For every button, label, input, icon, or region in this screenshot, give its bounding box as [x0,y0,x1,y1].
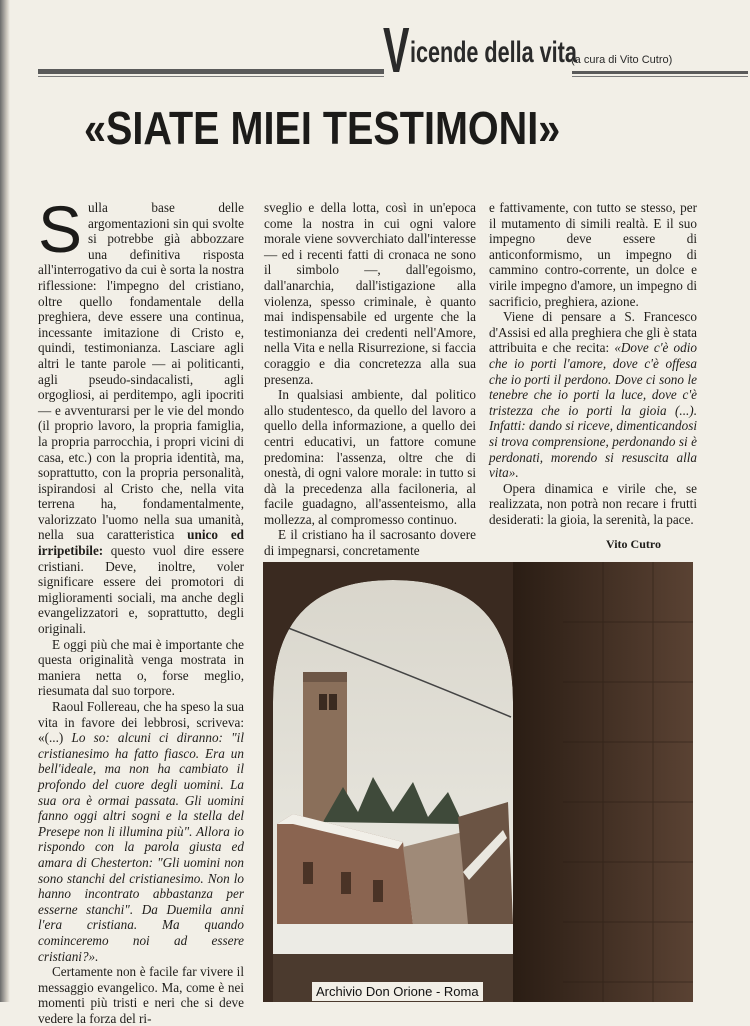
rubric-editor: (a cura di Vito Cutro) [571,54,673,66]
article-paragraph: sveglio e della lotta, così in un'epoca come la nostra in cui ogni valore morale viene sovverchiato dall'interesse — ed i recenti fatti di cronaca ne sono il simbolo —, dall'egoismo, dall'anarchia, dall'istigazione alla violenza, spesso criminale, è quanto mai indispensabile ed urgente che la testimonianza dei credenti nell'Amore, nella Vita e nella Risurrezione, si faccia coraggio e dia concretezza alla sua presenza. [264,200,476,387]
dropcap: S [38,192,83,266]
article-paragraph: e fattivamente, con tutto se stesso, per il mutamento di simili realtà. E il suo impegno deve essere di anticonformismo, un impegno di cammino contro-corrente, un dolce e virile impegno d'amore, un impegno di sacrificio, preghiera, azione. [489,200,697,309]
header-rule-left [38,69,384,74]
article-paragraph: Sulla base delle argomentazioni sin qui svolte si potrebbe già abbozzare una definitiva risposta all'interrogativo da cui è sorta la nostra riflessione: l'impegno del cristiano, oltre quello fondamentale della preghiera, deve essere una continua, incessante imitazione di Cristo e, quindi, testimonianza. Lasciare agli altri le tante parole — ai politicanti, agli pseudo-sindacalisti, agli orgogliosi, ai perditempo, agli ipocriti — e avventurarsi per le vie del mondo (il proprio lavoro, la propria famiglia, la propria parrocchia, i propri vicini di casa, etc.) con la propria identità, ma, soprattutto, con la propria personalità, ispirandosi al Cristo che, nella vita terrena ha, fondamentalmente, valorizzato l'uomo nella sua umanità, nella sua caratteristica unico ed irripetibile: questo vuol dire essere cristiani. Deve, inoltre, voler significare essere dei promotori di miglioramenti sociali, ma anche degli evangelizzatori e, soprattutto, degli originali. [38,192,245,637]
archway-photo [263,562,693,1002]
article-paragraph: Viene di pensare a S. Francesco d'Assisi ed alla preghiera che gli è stata attribuita e che recita: «Dove c'è odio che io porti l'amore, dove c'è offesa che io porti il perdono. Dove ci sono le tenebre che io porti la luce, dove c'è tristezza che io porti la gioia (...). Infatti: dando si riceve, dimenticandosi si trova comprensione, perdonando si è perdonati, morendo si resuscita alla vita». [489,309,698,481]
page-binding-edge [0,0,10,1002]
header-rule-right [572,71,748,74]
rubric-initial: V [383,14,410,86]
quote: Lo so: alcuni ci diranno: "il cristianesimo ha fatto fiasco. Era un bell'ideale, ma non ha cambiato il profondo del cuore degli uomini. La sua ora è ormai passata. Gli uomini fanno oggi altri sogni e la stella del Presepe non li illumina più". Allora io rispondo con la parola giusta ed amara di Chesterton: "Gli uomini non sono stanchi del cristianesimo. Non lo hanno incontrato abbastanza per esserne stanchi". Da Duemila anni l'era cristiana. Ma quando cominceremo noi ad essere cristiani?». [38,730,245,964]
article-paragraph: Certamente non è facile far vivere il messaggio evangelico. Ma, come è nei momenti più tristi e neri che si deve vedere la forza del ri- [38,964,244,1026]
prayer-quote: «Dove c'è odio che io porti l'amore, dove c'è offesa che io porti il perdono. Dove ci sono le tenebre che io porti la luce, dove c'è tristezza che io porti la gioia (...). Infatti: dando si riceve, dimenticandosi si trova comprensione, perdonando si è perdonati, morendo si resuscita alla vita». [489,340,698,481]
article-signature: Vito Cutro [606,537,661,551]
archway-photo-icon [263,562,693,1002]
article-paragraph: E il cristiano ha il sacrosanto dovere di impegnarsi, concretamente [264,527,476,559]
article-paragraph: Opera dinamica e virile che, se realizzata, non potrà non recare i frutti desiderati: la gioia, la serenità, la pace. [489,480,697,527]
article-column-2 [264,200,476,559]
archive-watermark: Archivio Don Orione - Roma [312,982,483,1001]
article-headline: «SIATE MIEI TESTIMONI» [84,102,561,154]
article-column-3 [489,200,697,527]
article-paragraph: In qualsiasi ambiente, dal politico allo studentesco, da quello del lavoro a quello della informazione, a quello dei centri educativi, un fattore comune predomina: l'assenza, oltre che di onestà, di ogni valore morale: in tutto si dà la precedenza alla faciloneria, al facile guadagno, all'assenteismo, alla mollezza, al compromesso continuo. [264,387,476,527]
article-paragraph: E oggi più che mai è importante che questa originalità venga mostrata in maniera netta o, forse meglio, riesumata dal suo torpore. [38,636,244,699]
header-rule-right-thin [572,76,748,77]
article-paragraph: Raoul Follereau, che ha speso la sua vita in favore dei lebbrosi, scriveva: «(...) Lo so: alcuni ci diranno: "il cristianesimo ha fatto fiasco. Era un bell'ideale, ma non ha cambiato il profondo del cuore degli uomini. La sua ora è ormai passata. Gli uomini fanno oggi altri sogni e la stella del Presepe non li illumina più". Allora io rispondo con la parola giusta ed amara di Chesterton: "Gli uomini non sono stanchi del cristianesimo. Non lo hanno incontrato abbastanza per esserne stanchi". Da Duemila anni l'era cristiana. Ma quando cominceremo noi ad essere cristiani?». [38,699,245,964]
header-rule-left-thin [38,76,384,77]
emphasis: unico ed irripetibile: [38,527,245,559]
rubric-title: icende della vita [410,36,577,69]
article-column-1 [38,192,245,1026]
